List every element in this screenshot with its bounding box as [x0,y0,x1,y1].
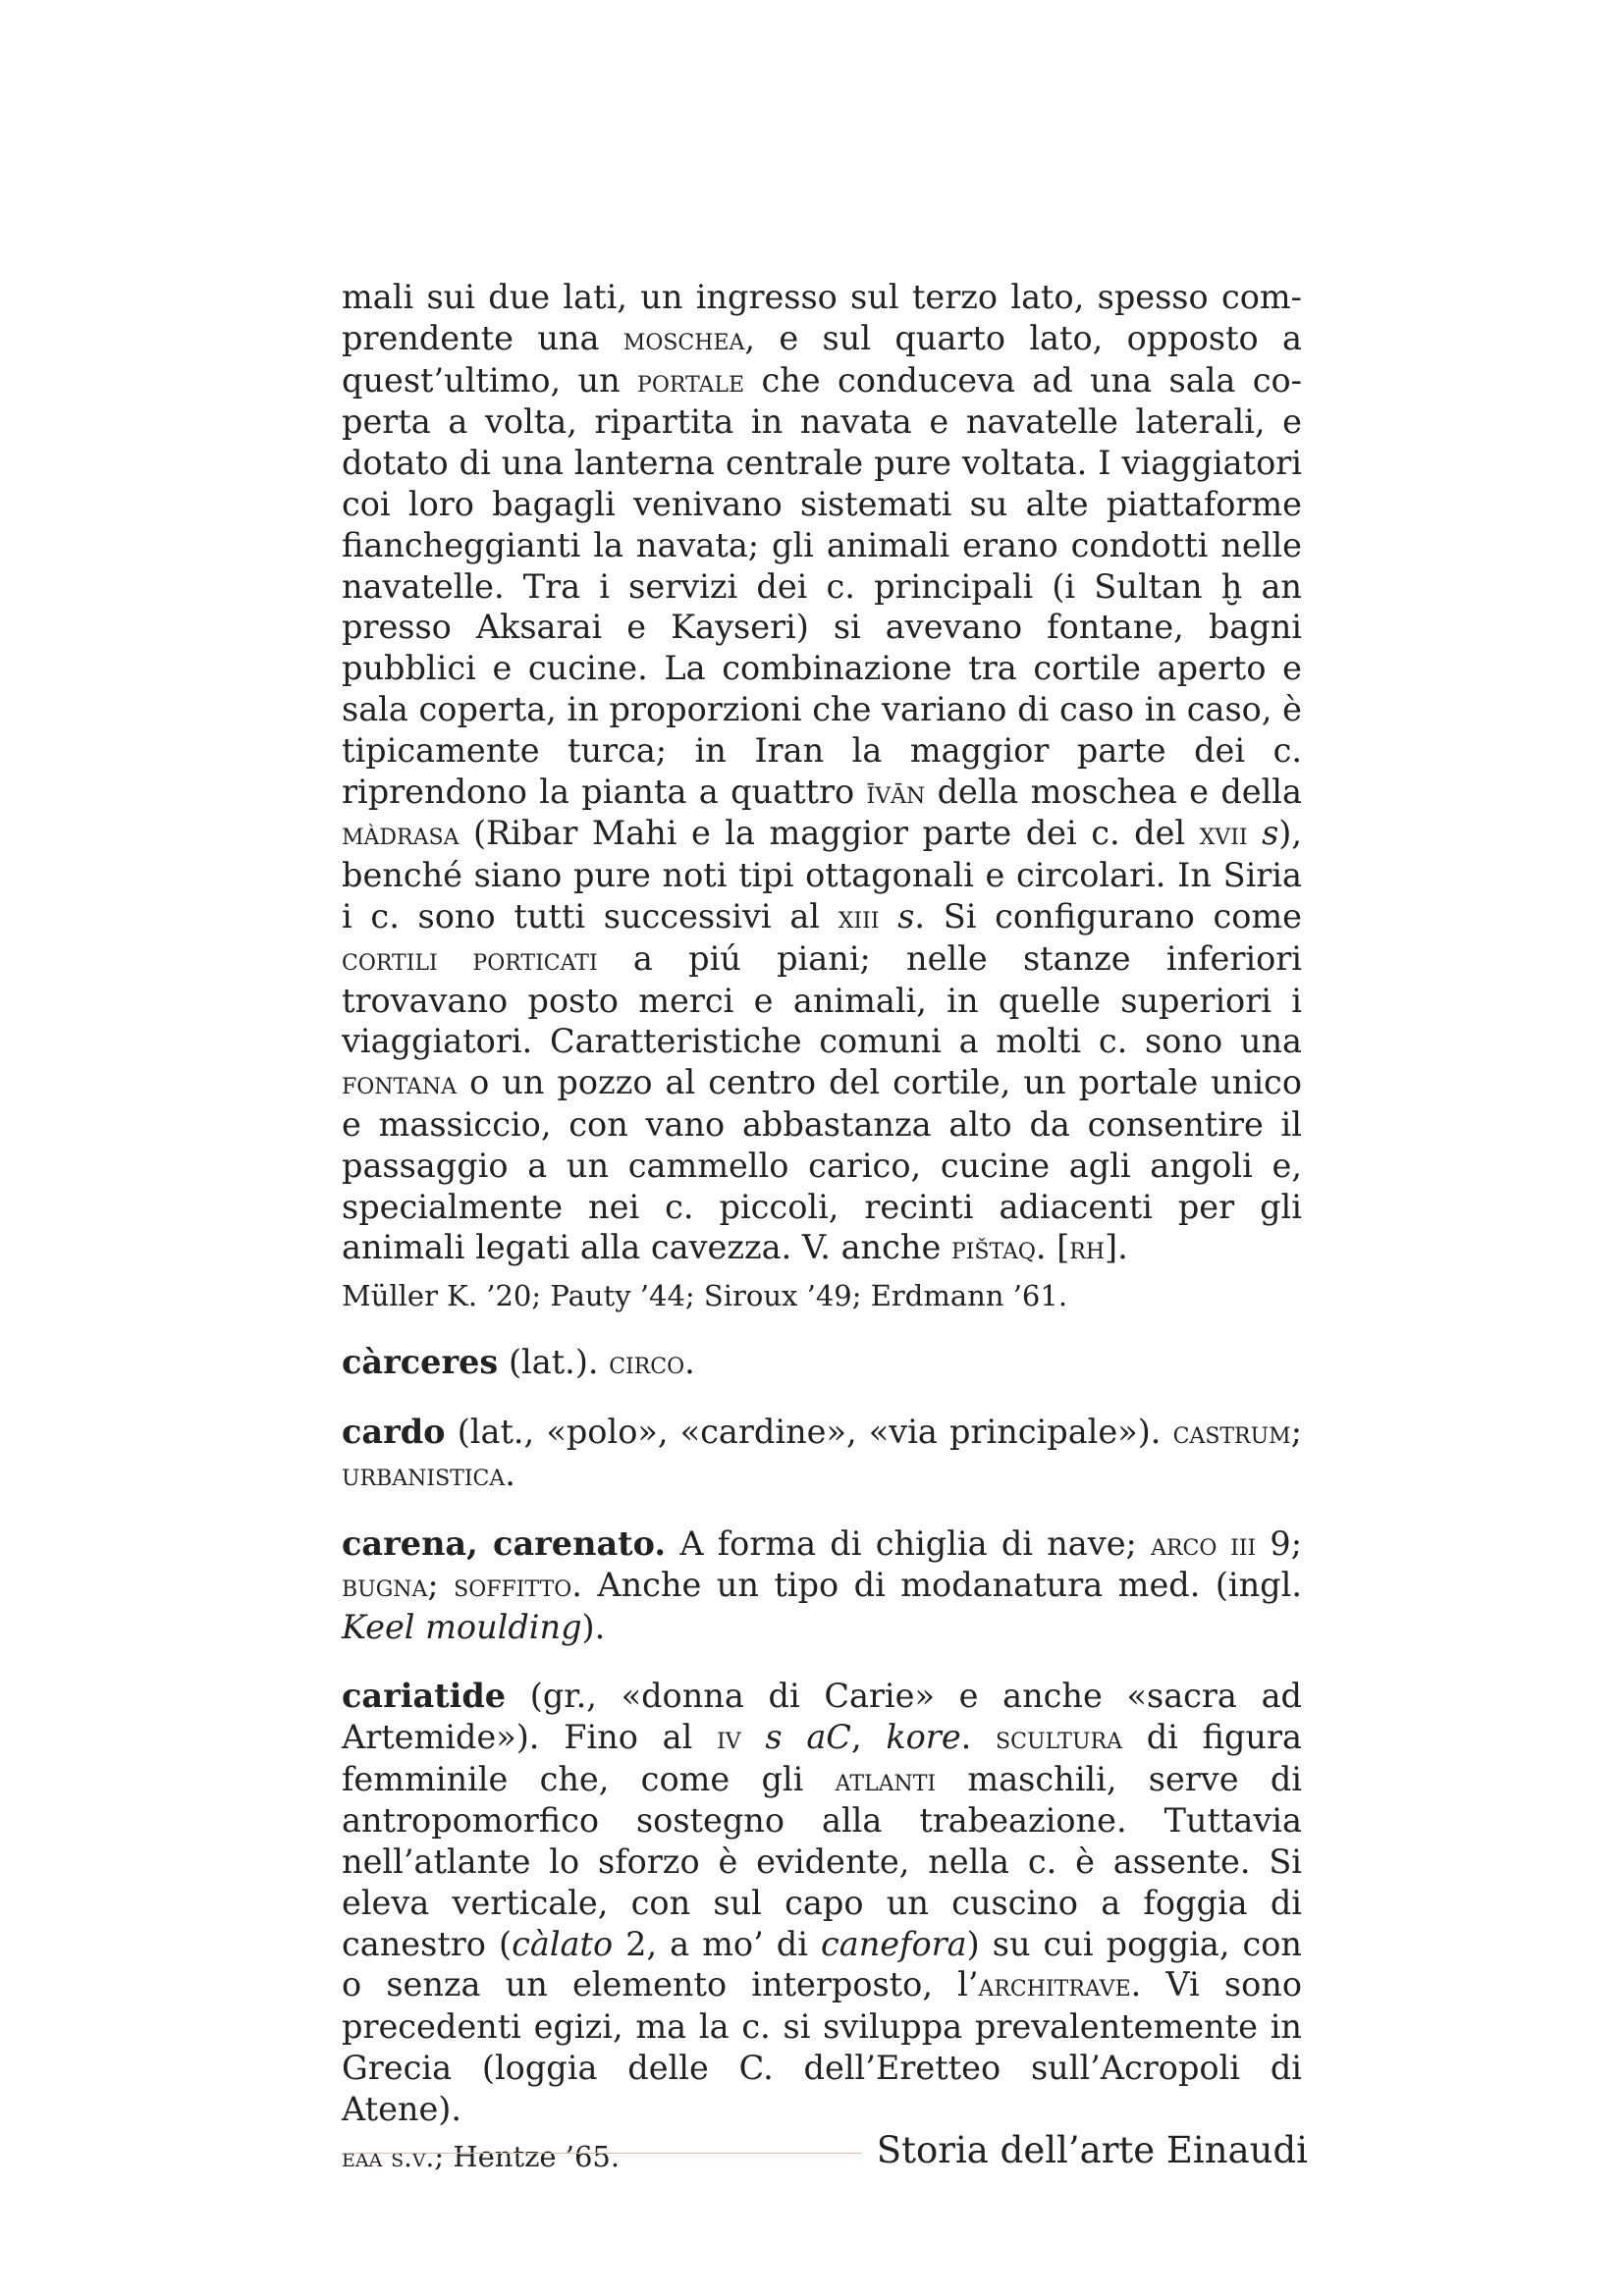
cross-reference-link[interactable]: īvān [866,773,926,811]
text-run: . [684,1343,695,1382]
entry-cardo [342,1412,1302,1496]
text-run: di figura femminile che, come gli [342,1717,1302,1798]
century-numeral: xvii [1199,815,1248,853]
entry-headword: cardo [342,1412,446,1451]
cross-reference-link[interactable]: arco iii [1151,1524,1257,1563]
text-run: ; Hentze ’65. [434,2139,621,2173]
author-initials: rh [1069,1229,1106,1267]
text-run: . Vi sono precedenti egizi, ma la c. si sviluppa prevalentemente in Grecia (loggia delle C. dell’Eretteo sull’Acropoli di Atene). [342,1965,1302,2128]
text-run: ). [581,1608,606,1647]
bibliography-line: Müller K. ’20; Pauty ’44; Siroux ’49; Erdmann ’61. [342,1279,1068,1313]
text-run: A forma di chiglia di nave; [666,1523,1152,1563]
entry-text [342,1412,1302,1496]
footer-divider [342,2153,862,2154]
cross-reference-link[interactable]: soffitto [454,1567,572,1605]
text-run: 2, a mo’ di [613,1924,821,1963]
entry-cariatide [342,1676,1302,2176]
text-run [1248,814,1263,852]
entry-headword: cariatide [342,1676,507,1715]
cross-reference-link[interactable]: scultura [996,1718,1122,1756]
cross-reference-link[interactable]: atlanti [835,1760,937,1798]
text-run: . [960,1717,997,1756]
cross-reference-link[interactable]: architrave [978,1966,1131,2004]
footer-brand: Storia dell’arte Einaudi [876,2129,1308,2171]
text-run: della moschea e della [925,772,1302,811]
entry-caravanserraglio-continuation [342,277,1302,1314]
cross-reference-link[interactable]: urbanistica [342,1455,506,1493]
entry-text [342,1676,1302,2130]
entry-headword: càrceres [342,1343,499,1382]
bibliography-abbreviation: eaa s.v. [342,2141,435,2173]
text-run: (Ribar Mahi e la maggior parte dei c. del [459,814,1200,853]
cross-reference-link[interactable]: cortili porticati [342,939,598,978]
cross-reference-link[interactable]: pištaq [950,1229,1036,1267]
text-run [879,897,897,935]
text-run: , [850,1717,887,1756]
text-run [741,1718,766,1756]
century-numeral: iv [717,1718,741,1756]
page-body [342,277,1302,2176]
text-run: . Anche un tipo di modanatura med. (ingl. [571,1566,1302,1605]
text-run: mali sui due lati, un ingresso sul terzo lato, spesso comprendente una [342,278,1302,357]
text-run: . [505,1454,515,1493]
text-run: ; [427,1566,455,1605]
text-run: . Si configurano come [914,896,1302,935]
century-numeral: xiii [838,897,880,935]
text-run: (lat., «polo», «cardine», «via principale»). [445,1412,1173,1451]
italic-abbreviation: s [1262,814,1279,853]
text-run: a piú piani; nelle stanze inferiori trovavano posto merci e animali, in quelle superiori i viaggiatori. Caratteristiche comuni a molti c. sono una [342,938,1302,1061]
cross-reference-link[interactable]: castrum [1172,1413,1291,1451]
italic-term: kore [886,1717,961,1756]
italic-abbreviation: s aC [765,1717,851,1756]
italic-term: Keel moulding [342,1608,582,1647]
text-run: che conduceva ad una sala coperta a volta, ripartita in navata e navatelle laterali, e dotato di una lanterna centrale pure voltata. I viaggiatori coi loro bagagli venivano sistemati su alte piattaforme fiancheggianti la navata; gli animali erano condotti nelle navatelle. Tra i servizi dei c. principali (i Sultan ḫ an presso Aksarai e Kayseri) si avevano fontane, bagni pubblici e cucine. La combinazione tra cortile aperto e sala coperta, in proporzioni che variano di caso in caso, è tipicamente turca; in Iran la maggior parte dei c. riprendono la pianta a quattro [342,360,1302,811]
cross-reference-link[interactable]: portale [637,361,745,400]
italic-term: càlato [512,1924,614,1963]
text-run: (lat.). [498,1343,610,1382]
entry-headword: carena, carenato. [342,1523,667,1563]
cross-reference-link[interactable]: moschea [622,319,745,357]
text-run: (gr., «donna di Carie» e anche «sacra ad Artemide»). Fino al [342,1676,1302,1756]
text-run: ]. [1105,1228,1128,1267]
entry-carena [342,1523,1302,1648]
text-run: maschili, serve di antropomorfico sostegno alla trabeazione. Tuttavia nell’atlante lo sforzo è evidente, nella c. è assente. Si eleva verticale, con sul capo un cuscino a foggia di canestro ( [342,1759,1302,1963]
cross-reference-link[interactable]: màdrasa [342,815,460,853]
cross-reference-link[interactable]: circo [609,1344,685,1382]
text-run: ; [1290,1412,1302,1451]
cross-reference-link[interactable]: fontana [342,1064,458,1102]
text-run: . [ [1035,1228,1070,1267]
italic-term: canefora [820,1924,967,1963]
italic-abbreviation: s [897,896,915,935]
text-run: o un pozzo al centro del cortile, un portale unico e massiccio, con vano abbastanza alto da consentire il passaggio a un cammello carico, cucine agli angoli e, specialmente nei c. piccoli, recinti adiacenti per gli animali legati alla cavezza. V. anche [342,1063,1302,1267]
entry-text [342,1523,1302,1648]
entry-text [342,277,1302,1269]
text-run: 9; [1256,1523,1303,1563]
entry-text [342,1342,1302,1384]
text-run: , e sul quarto lato, opposto a quest’ultimo, un [342,318,1302,400]
cross-reference-link[interactable]: bugna [342,1567,428,1605]
entry-carceres [342,1342,1302,1384]
text-run: ), benché siano pure noti tipi ottagonali e circolari. In Siria i c. sono tutti successivi al [342,814,1303,935]
text-run: ) su cui poggia, con o senza un elemento interposto, l’ [342,1924,1302,2004]
